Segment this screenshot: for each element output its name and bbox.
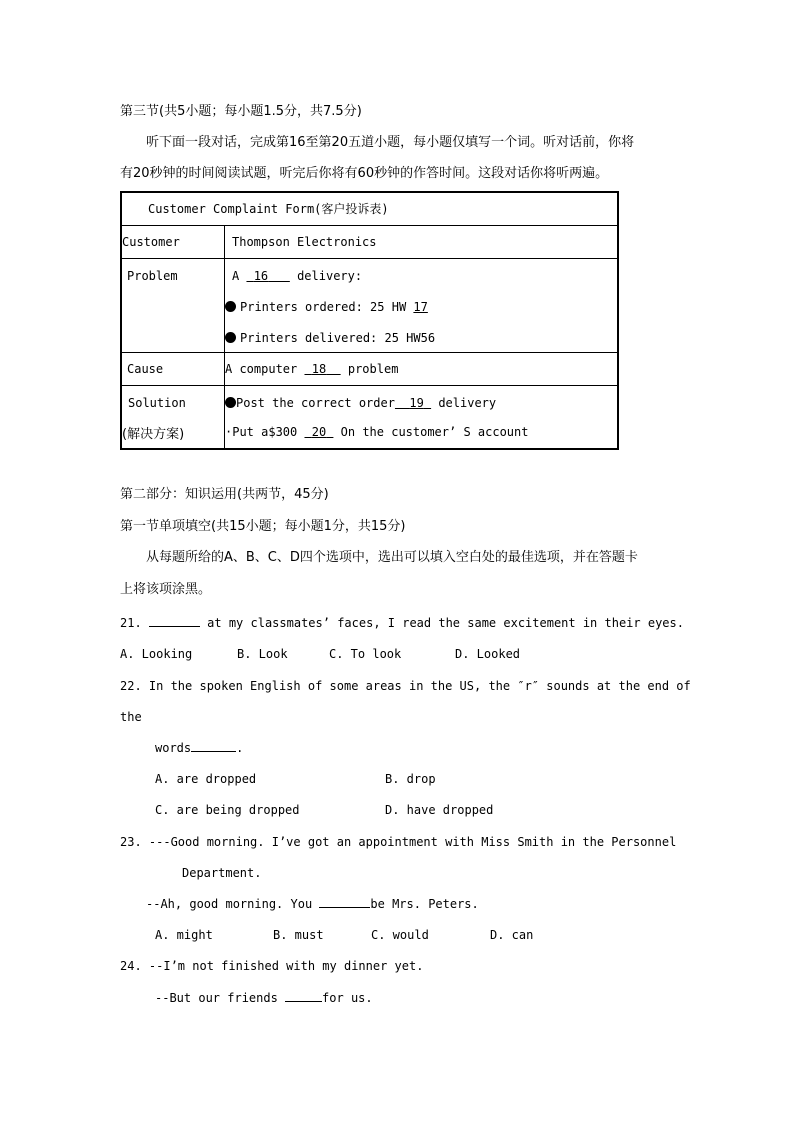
- section3-instructions-1: 听下面一段对话，完成第16至第20五道小题，每小题仅填写一个词。听对话前，你将: [146, 135, 635, 150]
- q21-text: at my classmates’ faces, I read the same excitement in their eyes.: [207, 616, 684, 630]
- complaint-form-table: [120, 191, 619, 450]
- blank-17: 17: [413, 299, 428, 314]
- q23-text-2: Department.: [182, 866, 262, 880]
- q23-option-c: C. would: [371, 928, 429, 942]
- q22-blank: [191, 740, 236, 752]
- q24-blank: [285, 990, 322, 1002]
- q22-text-3: [155, 740, 243, 756]
- blank-19: [395, 396, 431, 410]
- q22-text: 22. In the spoken English of some areas in the US, the ″r″ sounds at the end of: [120, 679, 691, 693]
- q24-response-end: for us.: [322, 991, 373, 1005]
- q22-text-2: the: [120, 710, 142, 724]
- q22-option-d: D. have dropped: [385, 803, 494, 817]
- q23-option-d: D. can: [490, 928, 534, 942]
- cause-label: Cause: [121, 352, 225, 385]
- q23-option-a: A. might: [155, 928, 213, 942]
- delivered-text: Printers delivered: 25 HW56: [240, 330, 436, 345]
- cause-text-end: problem: [347, 361, 399, 376]
- blank-18: [304, 362, 340, 376]
- q24-response: --But our friends: [155, 991, 286, 1005]
- solution-label-text: Solution: [128, 395, 186, 410]
- q23-option-b: B. must: [273, 928, 324, 942]
- solution-label: [121, 385, 225, 449]
- q21-blank: [149, 615, 200, 627]
- part2-instructions-1: 从每题所给的A、B、C、D四个选项中，选出可以填入空白处的最佳选项，并在答题卡: [146, 550, 638, 565]
- q23-response: --Ah, good morning. You: [146, 897, 320, 911]
- blank-18-label: 18: [311, 361, 327, 376]
- form-title: [121, 192, 618, 225]
- q24-text-2: [155, 990, 373, 1006]
- question-21: [120, 615, 684, 631]
- problem-text-end: delivery:: [297, 268, 363, 283]
- blank-20-label: 20: [311, 424, 327, 439]
- q21-number: 21.: [120, 616, 142, 630]
- q23-blank: [319, 896, 370, 908]
- customer-value: Thompson Electronics: [225, 225, 619, 258]
- bullet-icon: [225, 301, 236, 312]
- q21-option-d: D. Looked: [455, 647, 521, 661]
- q22-option-b: B. drop: [385, 772, 436, 786]
- solution-value: [225, 385, 619, 449]
- q22-option-a: A. are dropped: [155, 772, 257, 786]
- bullet-icon: [225, 332, 236, 343]
- solution-1-end: delivery: [438, 395, 497, 410]
- q23-text-3: [146, 896, 479, 912]
- bullet-icon: [225, 397, 236, 408]
- solution-2-text: ·Put a$300: [225, 424, 298, 439]
- blank-16: [246, 269, 289, 283]
- solution-label-cn: (解决方案): [122, 426, 185, 442]
- problem-label: Problem: [121, 258, 225, 352]
- q21-option-a: A. Looking: [120, 647, 193, 661]
- q21-option-c: C. To look: [329, 647, 402, 661]
- problem-text: A: [232, 268, 240, 283]
- q23-response-end: be Mrs. Peters.: [370, 897, 479, 911]
- q22-words: words: [155, 741, 192, 755]
- part2-title: 第二部分：知识运用(共两节，45分): [120, 487, 329, 502]
- cause-text: A computer: [225, 361, 298, 376]
- problem-value: [225, 258, 619, 352]
- blank-20: [304, 425, 333, 439]
- section3-instructions-2: 有20秒钟的时间阅读试题，听完后你将有60秒钟的作答时间。这段对话你将听两遍。: [120, 166, 609, 181]
- solution-1-text: Post the correct order: [236, 395, 395, 410]
- q22-period: .: [236, 741, 244, 755]
- customer-label: Customer: [121, 225, 225, 258]
- cause-value: [225, 352, 619, 385]
- q22-option-c: C. are being dropped: [155, 803, 300, 817]
- part2-section1-title: 第一节单项填空(共15小题；每小题1分，共15分): [120, 519, 406, 534]
- section3-title: 第三节(共5小题；每小题1.5分，共7.5分): [120, 104, 362, 119]
- part2-instructions-2: 上将该项涂黑。: [120, 582, 212, 597]
- ordered-text: Printers ordered: 25 HW: [240, 299, 407, 314]
- q21-option-b: B. Look: [237, 647, 288, 661]
- q24-text: 24. --I’m not finished with my dinner yet.: [120, 959, 424, 973]
- blank-19-label: 19: [409, 395, 424, 410]
- solution-2-end: On the customer’ S account: [340, 424, 529, 439]
- form-title-text: Customer Complaint Form(客户投诉表): [148, 202, 389, 217]
- blank-16-label: 16: [253, 268, 269, 283]
- q23-text: 23. ---Good morning. I’ve got an appointment with Miss Smith in the Personnel: [120, 835, 677, 849]
